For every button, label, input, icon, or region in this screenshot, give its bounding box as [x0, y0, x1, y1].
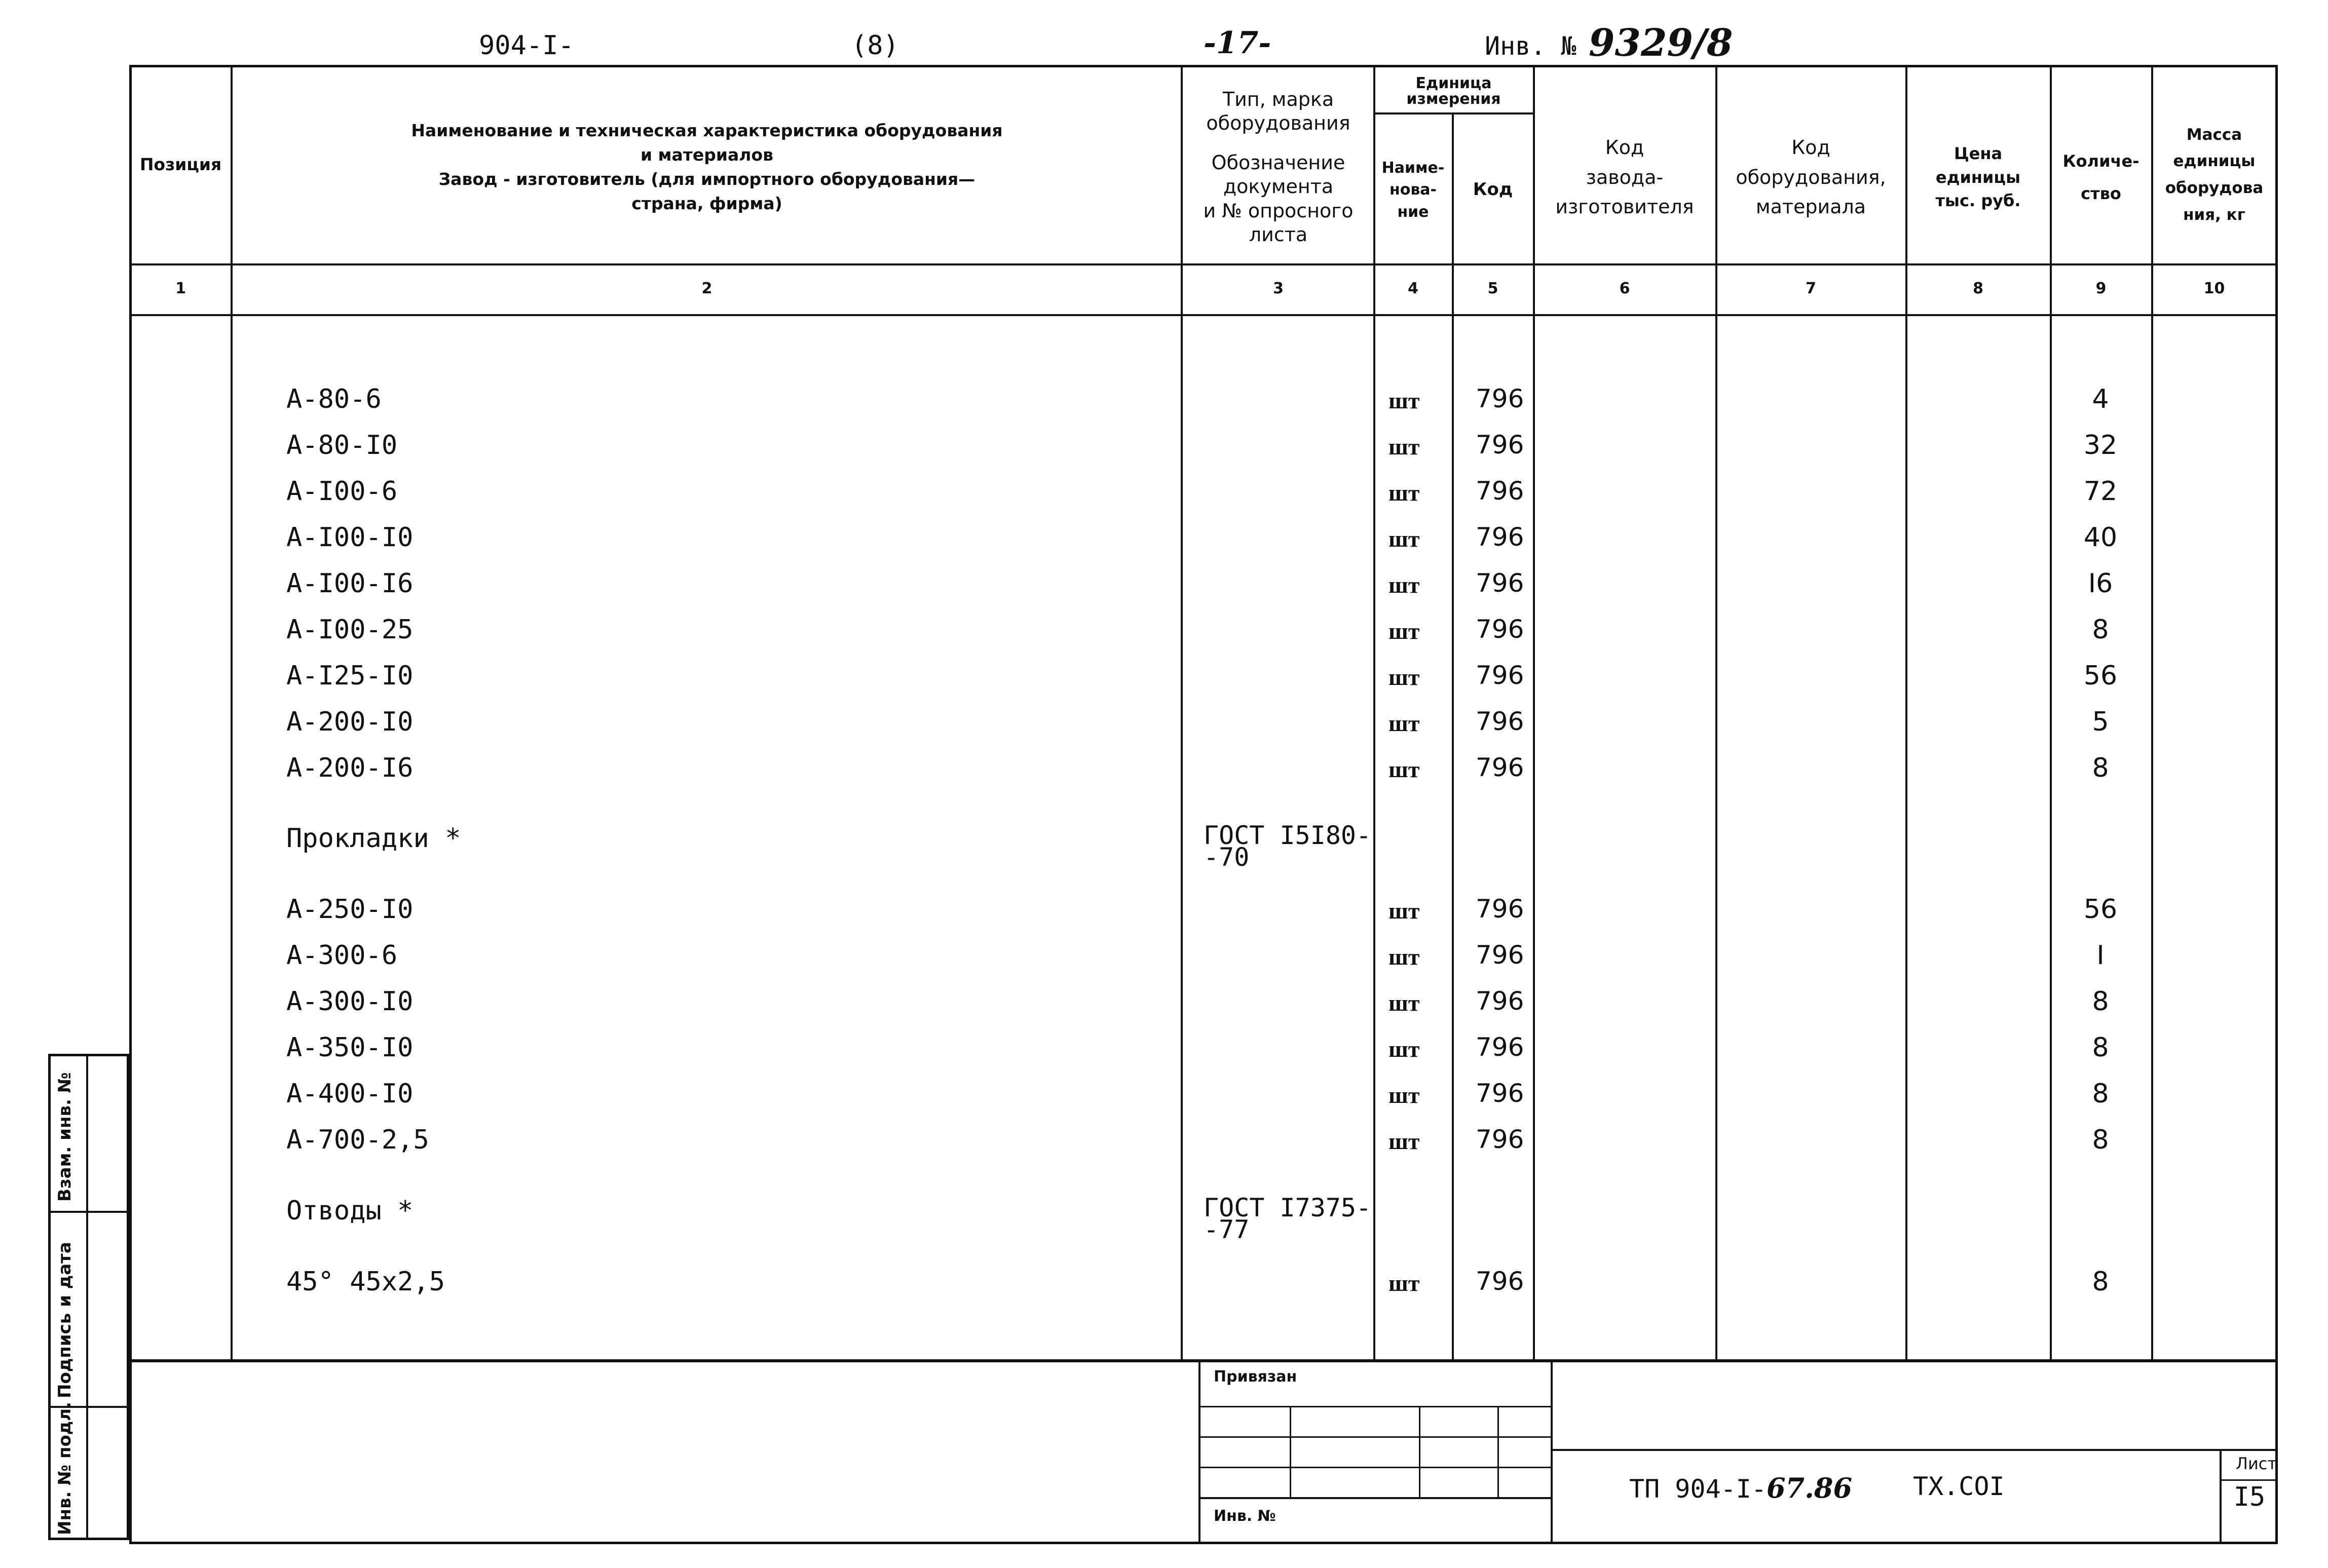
stamp-divider — [1198, 1359, 1200, 1544]
table-row-name: А-300-I0 — [286, 986, 414, 1017]
table-row-qty: 8 — [2092, 1125, 2109, 1155]
col-numbers-bottom-line — [131, 314, 2277, 316]
table-row-name: А-250-I0 — [286, 894, 414, 925]
table-row-name: А-700-2,5 — [286, 1125, 429, 1155]
stamp-grid-line — [1419, 1406, 1420, 1497]
side-margin-line — [48, 1211, 129, 1213]
table-row-name: 45° 45х2,5 — [286, 1267, 445, 1297]
header-factory-code: Код завода- изготовителя — [1555, 136, 1694, 218]
table-row-qty: 56 — [2083, 661, 2118, 691]
section-heading: Прокладки * — [286, 823, 461, 854]
table-row-code: 796 — [1476, 568, 1524, 598]
table-row-code: 796 — [1476, 1267, 1524, 1296]
side-margin-divider — [86, 1054, 88, 1540]
table-row-qty: 40 — [2083, 522, 2118, 553]
sheet-paren: (8) — [851, 30, 899, 61]
stamp-grid-line — [1497, 1406, 1499, 1497]
col-number: 7 — [1806, 280, 1816, 297]
header-unit-name: Наиме- нова- ние — [1381, 159, 1445, 221]
table-row-qty: I — [2096, 940, 2105, 971]
table-row-name: А-I00-25 — [286, 615, 414, 645]
table-row-code: 796 — [1476, 940, 1524, 970]
table-row-name: А-I00-I0 — [286, 522, 414, 553]
table-row-unit: шт — [1388, 480, 1420, 506]
table-row-name: А-80-6 — [286, 384, 382, 414]
table-row-unit: шт — [1388, 1128, 1420, 1154]
table-row-code: 796 — [1476, 476, 1524, 506]
header-bottom-line — [131, 263, 2277, 265]
table-row-code: 796 — [1476, 1125, 1524, 1154]
table-row-qty: 8 — [2092, 986, 2109, 1017]
col-divider — [1905, 66, 1907, 1360]
table-row-unit: шт — [1388, 664, 1420, 690]
header-mass: Масса единицы оборудова ния, кг — [2165, 125, 2264, 224]
standard-reference: ГОСТ I5I80- -70 — [1204, 821, 1372, 872]
table-row-name: А-400-I0 — [286, 1079, 414, 1109]
col-number: 1 — [175, 280, 186, 297]
document-code: ТП 904-I-67.86 — [1629, 1472, 1853, 1504]
table-row-code: 796 — [1476, 1079, 1524, 1108]
col-divider — [2050, 66, 2052, 1360]
col-number: 4 — [1408, 280, 1418, 297]
table-row-unit: шт — [1388, 944, 1420, 970]
side-signature-label: Подпись и дата — [55, 1242, 75, 1398]
table-row-name: А-300-6 — [286, 940, 398, 971]
table-row-qty: 8 — [2092, 1267, 2109, 1297]
table-row-unit: шт — [1388, 710, 1420, 736]
table-row-code: 796 — [1476, 986, 1524, 1016]
side-replacement-label: Взам. инв. № — [55, 1072, 75, 1202]
col-number: 6 — [1619, 280, 1630, 297]
table-row-unit: шт — [1388, 572, 1420, 598]
header-equipment-code: Код оборудования, материала — [1736, 136, 1886, 218]
sheet-number: I5 — [2233, 1482, 2266, 1512]
table-row-qty: 4 — [2092, 384, 2109, 414]
standard-reference: ГОСТ I7375- -77 — [1204, 1193, 1372, 1244]
table-row-name: А-350-I0 — [286, 1032, 414, 1063]
col-divider — [2151, 66, 2153, 1360]
table-row-qty: I6 — [2088, 568, 2113, 599]
col-number: 3 — [1273, 280, 1284, 297]
document-suffix: ТХ.COI — [1913, 1472, 2005, 1501]
table-row-code: 796 — [1476, 894, 1524, 924]
stamp-divider — [1551, 1359, 1553, 1544]
table-row-qty: 8 — [2092, 615, 2109, 645]
table-row-unit: шт — [1388, 1270, 1420, 1296]
side-original-inventory-label: Инв. № подл. — [55, 1401, 75, 1535]
title-block-line — [2220, 1479, 2278, 1481]
table-row-unit: шт — [1388, 526, 1420, 552]
col-divider — [1181, 66, 1183, 1360]
table-row-name: А-200-I6 — [286, 753, 414, 783]
col-divider — [1452, 114, 1454, 1360]
table-row-name: А-I00-6 — [286, 476, 398, 507]
col-divider — [231, 66, 233, 1360]
table-row-code: 796 — [1476, 707, 1524, 736]
section-heading: Отводы * — [286, 1196, 414, 1226]
sheet-label: Лист — [2235, 1454, 2277, 1473]
stamp-inventory-label: Инв. № — [1214, 1507, 1276, 1525]
table-row-name: А-80-I0 — [286, 430, 398, 461]
table-row-code: 796 — [1476, 615, 1524, 644]
col-divider — [1715, 66, 1717, 1360]
table-row-code: 796 — [1476, 430, 1524, 460]
series-code: 904-I- — [479, 30, 574, 61]
header-unit-code: Код — [1473, 179, 1513, 200]
col-number: 5 — [1487, 280, 1498, 297]
title-block-line — [1552, 1449, 2278, 1451]
table-row-name: А-I00-I6 — [286, 568, 414, 599]
table-row-qty: 8 — [2092, 1032, 2109, 1063]
table-row-unit: шт — [1388, 990, 1420, 1016]
header-type: Тип, марка оборудования Обозначение документа и № опросного листа — [1203, 88, 1354, 246]
table-row-unit: шт — [1388, 1082, 1420, 1108]
table-row-unit: шт — [1388, 618, 1420, 644]
unit-group-divider — [1373, 112, 1533, 114]
table-row-name: А-I25-I0 — [286, 661, 414, 691]
stamp-grid-line — [1199, 1497, 1551, 1499]
table-row-unit: шт — [1388, 898, 1420, 924]
table-row-unit: шт — [1388, 388, 1420, 413]
table-row-unit: шт — [1388, 434, 1420, 460]
table-row-unit: шт — [1388, 756, 1420, 782]
col-number: 10 — [2203, 280, 2225, 297]
col-number: 9 — [2095, 280, 2107, 297]
header-price: Цена единицы тыс. руб. — [1935, 144, 2021, 211]
table-row-code: 796 — [1476, 661, 1524, 690]
table-row-qty: 5 — [2092, 707, 2109, 737]
table-bottom-line — [131, 1359, 2277, 1362]
col-number: 2 — [701, 280, 712, 297]
stamp-grid-line — [1290, 1406, 1291, 1497]
table-row-qty: 56 — [2083, 894, 2118, 925]
col-number: 8 — [1973, 280, 1983, 297]
table-row-unit: шт — [1388, 1036, 1420, 1062]
col-divider — [1533, 66, 1535, 1360]
header-unit-group: Единица измерения — [1406, 74, 1501, 108]
inventory-number: 9329/8 — [1589, 21, 1733, 65]
table-row-code: 796 — [1476, 753, 1524, 782]
table-row-code: 796 — [1476, 1032, 1524, 1062]
title-block-divider — [2220, 1449, 2222, 1544]
table-row-qty: 72 — [2083, 476, 2118, 507]
header-name: Наименование и техническая характеристика оборудования и материалов Завод - изготовитель (для импортного оборудования— страна, фирма) — [411, 121, 1003, 213]
stamp-attached-label: Привязан — [1214, 1368, 1297, 1386]
table-row-qty: 32 — [2083, 430, 2118, 461]
inventory-label: Инв. № — [1485, 31, 1576, 61]
table-row-qty: 8 — [2092, 753, 2109, 783]
table-row-code: 796 — [1476, 522, 1524, 552]
header-quantity: Количе- ство — [2062, 151, 2139, 203]
header-position: Позиция — [139, 155, 222, 175]
table-row-qty: 8 — [2092, 1079, 2109, 1109]
table-row-code: 796 — [1476, 384, 1524, 413]
page-number: -17- — [1204, 25, 1271, 61]
table-row-name: А-200-I0 — [286, 707, 414, 737]
